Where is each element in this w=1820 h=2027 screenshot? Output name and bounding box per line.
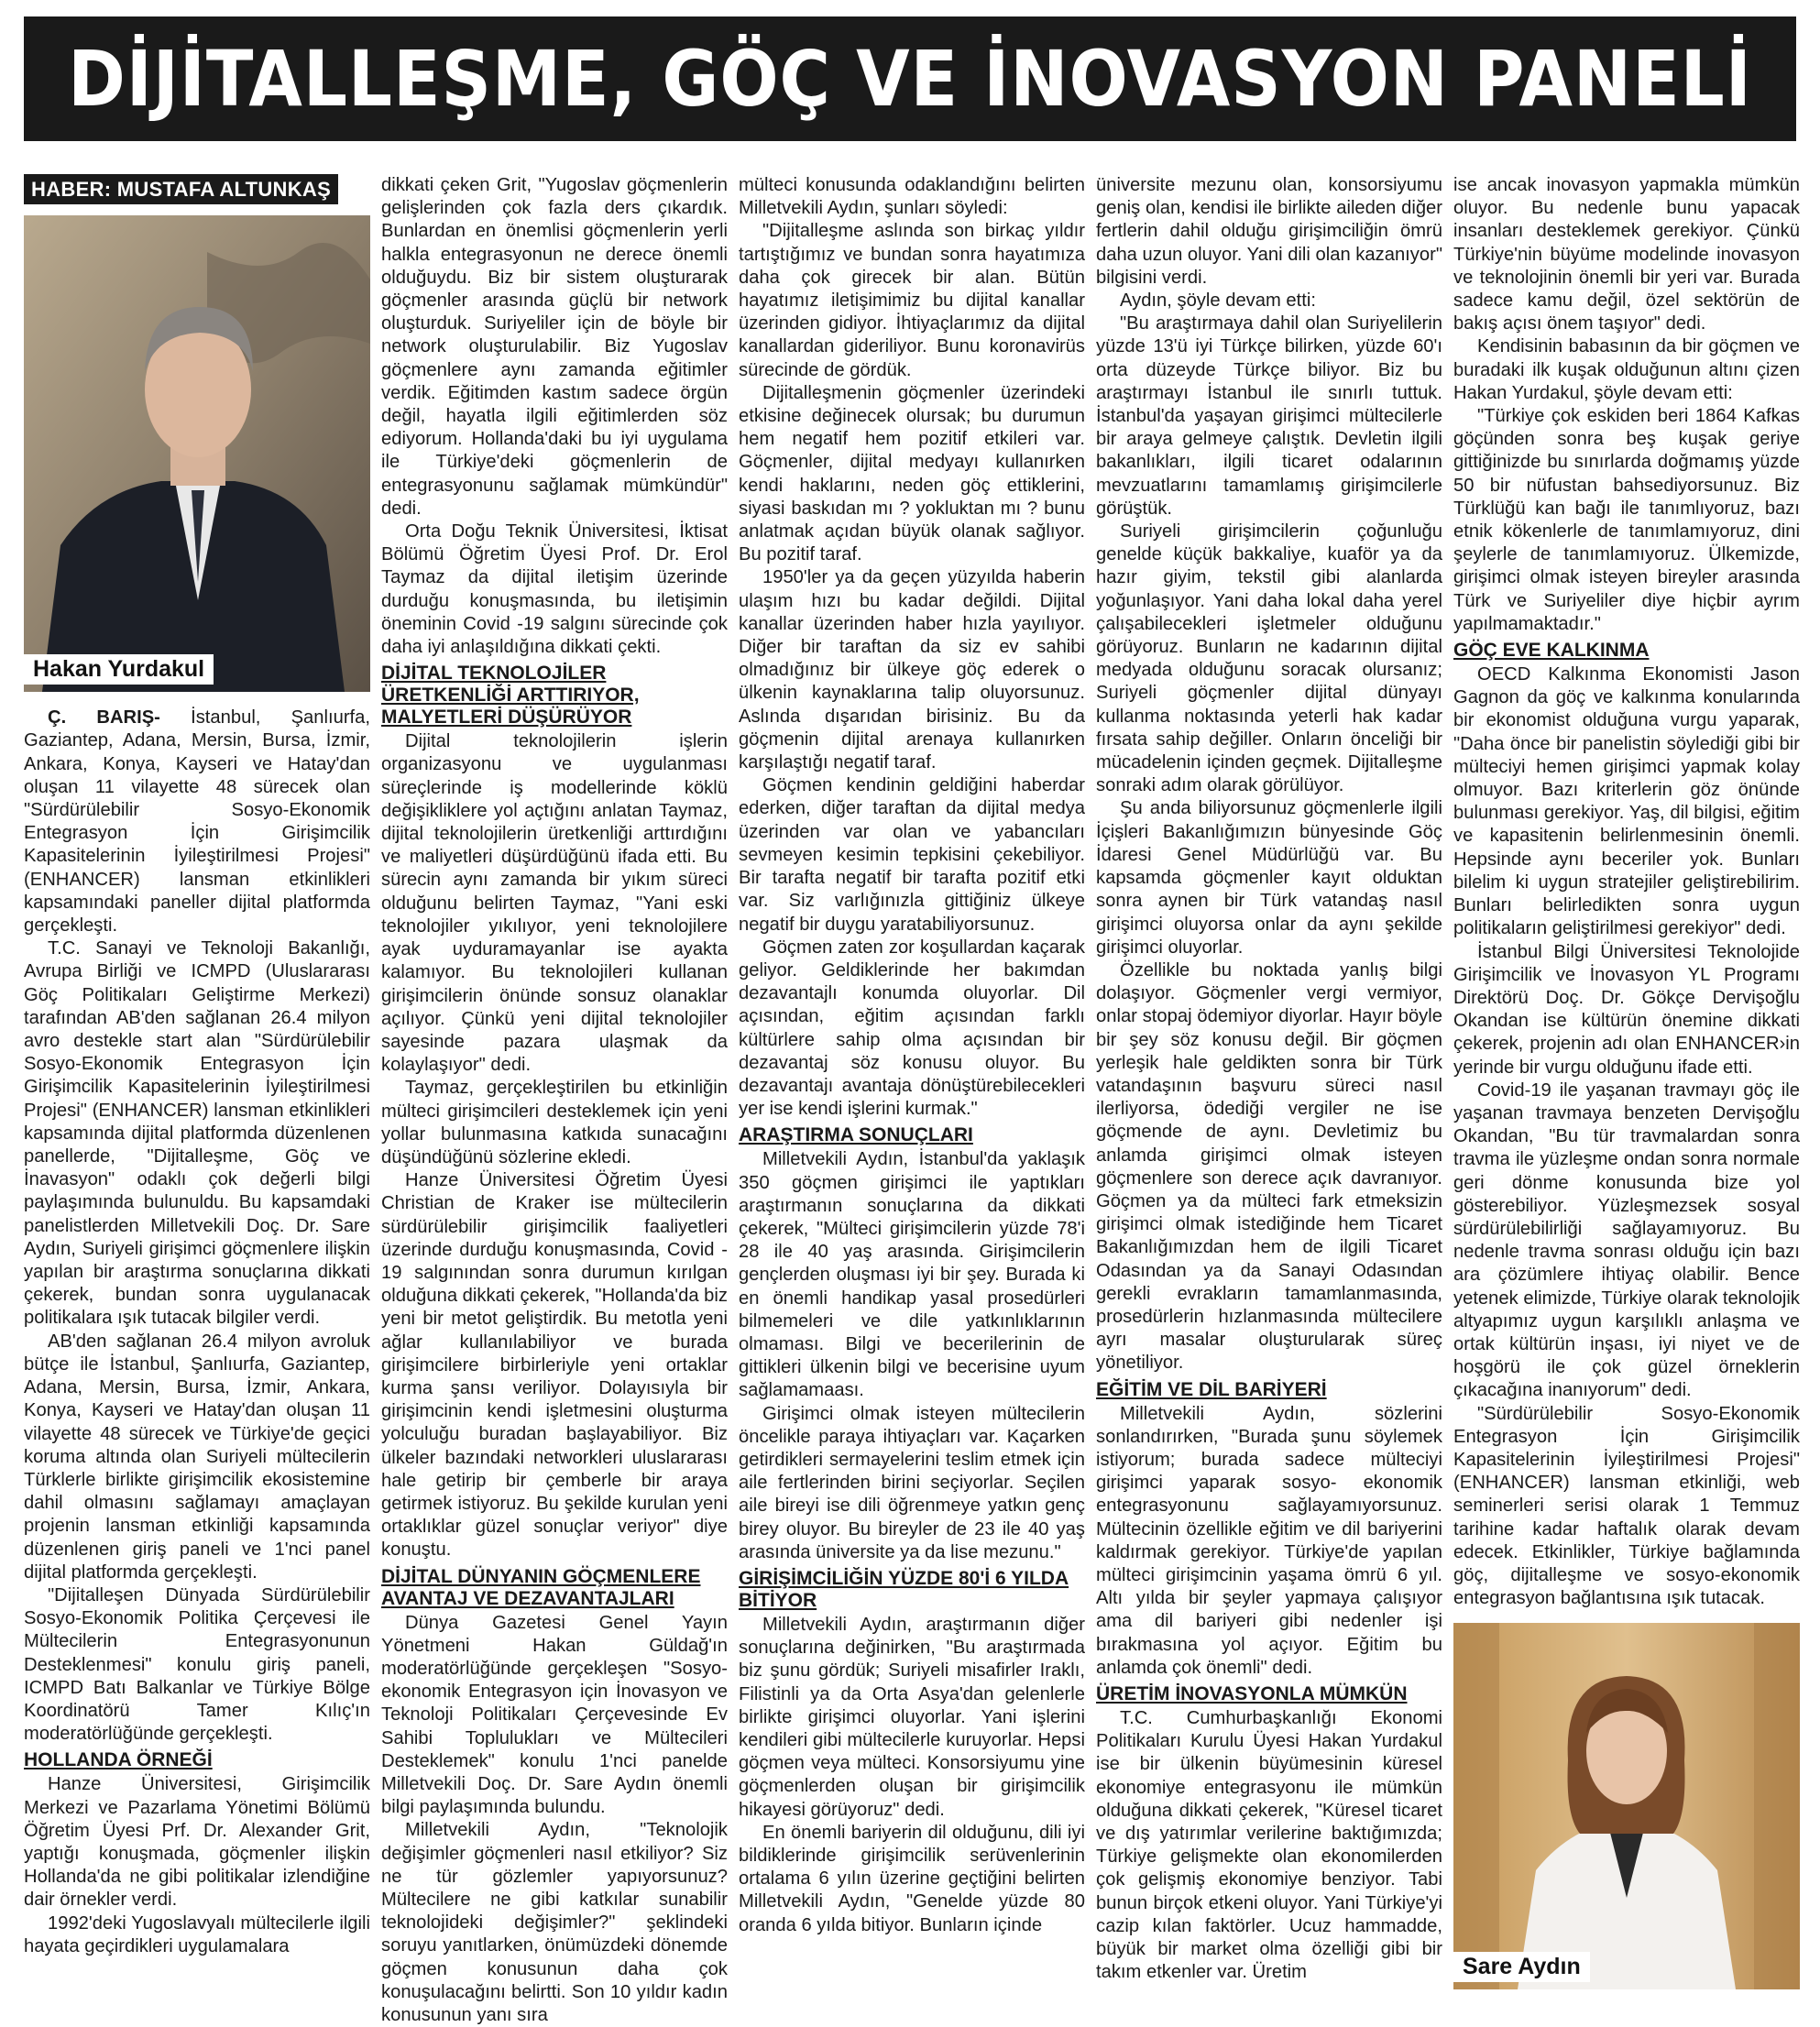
col2-paragraph-1: dikkati çeken Grit, "Yugoslav göçmenlerin gelişlerinden çok fazla ders çıkardık. Bunlardan en önemlisi göçmenlerin yerli halkla entegrasyonun ne derece önemli olduğuydu. Biz bir sistem oluşturarak göçmenler arasında güçlü bir network oluşturduk. Suriyeliler için de böyle bir network oluşturulabilir. Biz Yugoslav göçmenlere aynı zamanda eğitimler verdik. Eğitimden kastım sadece örgün değil, hayatla ilgili eğitimlerden söz ediyorum. Hollanda'daki bu iyi uygulama ile Türkiye'deki göçmenlerin de entegrasyonunu sağlamak mümkündür" dedi. bbox=[381, 175, 728, 519]
col1-paragraph-2: T.C. Sanayi ve Teknoloji Bakanlığı, Avrupa Birliği ve ICMPD (Uluslararası Göç Politikaları Geliştirme Merkezi) tarafından AB'den sağlanan 26.4 milyon avro destekle start alan "Sürdürülebilir Sosyo-Ekonomik Entegrasyon İçin Girişimcilik Kapasitelerinin İyileştirilmesi Projesi" (ENHANCER) lansman etkinlikleri kapsamında dijital platformda düzenlenen panellerde, "Dijitalleşme, Göç ve İnavasyon" odaklı çok değerli bilgi paylaşımında bulunuldu. Bu kapsamdaki panelistlerden Milletvekili Doç. Dr. Sare Aydın, Suriyeli girişimci göçmenlere ilişkin yapılan bir araştırma sonuçlarına dikkati çekerek, bundan sonra uygulanacak politikalara ışık tutacak bilgiler verdi. bbox=[24, 938, 370, 1329]
column-4 bbox=[1096, 174, 1442, 1984]
byline: HABER: MUSTAFA ALTUNKAŞ bbox=[24, 174, 338, 204]
col5-paragraph-7: "Sürdürülebilir Sosyo-Ekonomik Entegrasyon İçin Girişimcilik Kapasitelerinin İyileştirilmesi Projesi" (ENHANCER) lansman etkinliği, web seminerleri serisi olarak 1 Temmuz tarihine kadar haftalık olarak devam edecek. Etkinlikler, Türkiye bağlamında göç, dijitalleşme ve sosyo-ekonomik entegrasyon bağlantısına ışık tutacak. bbox=[1453, 1403, 1800, 1609]
subheading-dijital-dunyanin: DİJİTAL DÜNYANIN GÖÇMENLERE AVANTAJ VE DEZAVANTAJLARI bbox=[381, 1565, 701, 1609]
col4-paragraph-8: T.C. Cumhurbaşkanlığı Ekonomi Politikaları Kurulu Üyesi Hakan Yurdakul ise bir ülkenin büyümesinin küresel ekonomiye entegrasyonu ile mümkün olduğuna dikkati çekerek, "Küresel ticaret ve dış yatırımlar verilerine baktığımızda; Türkiye gelişmekte olan ekonomilerden çok gelişmiş ekonomiye benziyor. Tabi bunun birçok etkeni oluyor. Yani Türkiye'yi cazip kılan faktörler. Ucuz hammadde, büyük bir market olma özelliği gibi bir takım etkenler var. Üretim bbox=[1096, 1708, 1442, 1983]
photo-hakan-yurdakul bbox=[24, 215, 370, 692]
subheading-arastirma: ARAŞTIRMA SONUÇLARI bbox=[739, 1124, 973, 1146]
col3-paragraph-8: Girişimci olmak isteyen mültecilerin öncelikle paraya ihtiyaçları var. Kaçarken getirdikleri sermayelerini teslim etmek için aile fertlerinden birini seçiyorlar. Seçilen aile bireyi ise dili öğrenmeye yatkın genç birey oluyor. Bu bireyler de 23 ile 40 yaş arasında üniversite ya da lise mezunu." bbox=[739, 1403, 1085, 1562]
col1-paragraph-1: İstanbul, Şanlıurfa, Gaziantep, Adana, Mersin, Bursa, İzmir, Ankara, Konya, Kayseri ve Hatay'dan oluşan 11 vilayette 48 sürecek olan "Sürdürülebilir Sosyo-Ekonomik Entegrasyon İçin Girişimcilik Kapasitelerinin İyileştirilmesi Projesi" (ENHANCER) lansman etkinlikleri kapsamındaki paneller dijital platformda gerçekleşti. bbox=[24, 707, 370, 937]
col3-paragraph-2: "Dijitalleşme aslında son birkaç yıldır tartıştığımız ve bundan sonra hayatımıza daha çok girecek bir alan. Bütün hayatımız iletişimimiz bu dijital kanallar üzerinden gidiyor. İhtiyaçlarımız da dijital kanallardan gideriliyor. Bunu koronavirüs sürecinde de gördük. bbox=[739, 221, 1085, 380]
photo-caption-sare-aydin: Sare Aydın bbox=[1453, 1952, 1590, 1982]
col2-paragraph-4: Taymaz, gerçekleştirilen bu etkinliğin mülteci girişimcileri desteklemek için yeni yollar bulunmasına katkıda sunacağını düşündüğünü sözlerine ekledi. bbox=[381, 1078, 728, 1167]
col1-paragraph-6: 1992'deki Yugoslavyalı mültecilerle ilgili hayata geçirdikleri uygulamalara bbox=[24, 1912, 370, 1956]
col2-paragraph-5: Hanze Üniversitesi Öğretim Üyesi Christian de Kraker ise mültecilerin sürdürülebilir girişimcilik faaliyetleri üzerinde durduğu konuşmasında, Covid - 19 salgınından sonra durumun kırılgan olduğuna dikkati çekerek, "Hollanda'da biz yeni bir metot geliştirdik. Bu metotla yeni ağlar kullanılabiliyor ve burada girişimcilere birbirleriyle yeni ortaklar kurma şansı veriliyor. Dolayısıyla bir girişimcinin kendi işletmesini oluşturma yolculuğu buradan başlayabiliyor. Biz ülkeler bazındaki networkleri uluslararası hale getirip bir çemberle bir araya getirmek istiyoruz. Bu şekilde kurulan yeni ortaklıklar güzel sonuçlar veriyor" diye konuştu. bbox=[381, 1170, 728, 1561]
column-3 bbox=[739, 174, 1085, 1937]
subheading-girisimcilik: GİRİŞİMCİLİĞİN YÜZDE 80'İ 6 YILDA BİTİYOR bbox=[739, 1567, 1069, 1611]
headline-banner bbox=[24, 16, 1796, 141]
col4-paragraph-6: Özellikle bu noktada yanlış bilgi dolaşıyor. Göçmenler vergi vermiyor, onlar stopaj ödemiyor diyorlar. Hayır böyle bir şey söz konusu değil. Bir göçmen yerleşik hale geldikten sonra bir Türk vatandaşının başvuru süreci nasıl ilerliyorsa, ödediği vergiler ne ise göçmende de aynı. Devletimiz bu anlamda girişimci olmak isteyen göçmenlere son derece açık davranıyor. Göçmen ya da mülteci fark etmeksizin girişimci olmak istediğinde hem Ticaret Bakanlığımızdan hem de ilgili Ticaret Odasından ya da Sanayi Odasından gerekli evrakların tamamlanmasında, prosedürlerin hızlanmasında mültecilere ayrı masalar oluşturularak süreç yönetiliyor. bbox=[1096, 959, 1442, 1374]
col3-paragraph-3: Dijitalleşmenin göçmenler üzerindeki etkisine değinecek olursak; bu durumun hem negatif hem pozitif etkileri var. Göçmenler, dijital medyayı kullanırken kendi haklarını, neden göç ettiklerini, siyasi baskıdan mı ? yokluktan mı ? bunu anlatmak açıdan büyük olanak sağlıyor. Bu pozitif taraf. bbox=[739, 382, 1085, 565]
headline: DİJİTALLEŞME, GÖÇ VE İNOVASYON PANELİ bbox=[68, 34, 1752, 124]
col5-paragraph-2: Kendisinin babasının da bir göçmen ve buradaki ilk kuşak olduğunun altını çizen Hakan Yurdakul, şöyle devam etti: bbox=[1453, 336, 1800, 403]
col2-paragraph-7: Milletvekili Aydın, "Teknolojik değişimler göçmenleri nasıl etkiliyor? Siz ne tür gözlemler yapıyorsunuz? Mültecilere ne gibi katkılar sunabilir teknolojideki değişimler?" şeklindeki soruyu yanıtlarken, önümüzdeki dönemde göçmen konusunun daha çok konuşulacağını belirtti. Son 10 yıldır kadın konusunun yanı sıra bbox=[381, 1820, 728, 2026]
col5-paragraph-6: Covid-19 ile yaşanan travmayı göç ile yaşanan travmaya benzeten Dervişoğlu Okandan, "Bu tür travmalardan sonra travma ile yüzleşme ondan sonra normale geri dönme konusunda bize yol gösterebiliyor. Yüzleşmezsek sosyal sürdürülebilirliği sağlayamıyoruz. Bu nedenle travma sonrası olduğu için bazı ara çözümlere ihtiyaç olabilir. Bence yetenek elimizde, Türkiye olarak teknolojik altyapımız uygun karşılıklı anlaşma ve ortak kültürün inşası, iyi niyet ve de hoşgörü ile çok güzel örneklerin çıkacağına inanıyorum" dedi. bbox=[1453, 1079, 1800, 1401]
col4-paragraph-7: Milletvekili Aydın, sözlerini sonlandırırken, "Burada şunu söylemek istiyorum; burada sadece mülteciyi girişimci yaparak sosyo- ekonomik entegrasyonunu sağlayamıyorsunuz. Mültecinin özellikle eğitim ve dil bariyerini kaldırmak gerekiyor. Türkiye'de yapılan mülteci girişimcinin yaşama ömrü 6 yıl. Altı yılda bir şeyler yapmaya çalışıyor ama dil bariyeri gibi nedenler işi bırakmasına yol açıyor. Eğitim bu anlamda çok önemli" dedi. bbox=[1096, 1403, 1442, 1678]
col4-paragraph-2: Aydın, şöyle devam etti: bbox=[1120, 290, 1316, 312]
column-5 bbox=[1453, 174, 1800, 2004]
col4-paragraph-1: üniversite mezunu olan, konsorsiyumu geniş olan, kendisi ile birlikte aileden diğer fertlerin dahil olduğu girişimciliğin ömrü daha uzun oluyor. Yani dili olan kazanıyor" bilgisini verdi. bbox=[1096, 175, 1442, 288]
col1-paragraph-5: Hanze Üniversitesi, Girişimcilik Merkezi ve Pazarlama Yönetimi Bölümü Öğretim Üyesi Prf. Dr. Alexander Grit, yaptığı konuşmada, göçmenler ilişkin Hollanda'da ne gibi politikalar izlendiğine dair örnekler verdi. bbox=[24, 1774, 370, 1911]
col2-paragraph-2: Orta Doğu Teknik Üniversitesi, İktisat Bölümü Öğretim Üyesi Prof. Dr. Erol Taymaz da dijital iletişim üzerinde durduğu konuşmasında, bu iletişimin öneminin Covid -19 salgını sürecinde çok daha iyi anlaşıldığına dikkati çekti. bbox=[381, 521, 728, 658]
col3-paragraph-1: mülteci konusunda odaklandığını belirten Milletvekili Aydın, şunları söyledi: bbox=[739, 175, 1085, 219]
column-1 bbox=[24, 174, 370, 1958]
col2-paragraph-3: Dijital teknolojilerin işlerin organizasyonu ve uygulanması süreçlerinde iş modellerinde köklü değişikliklere yol açtığını anlatan Taymaz, dijital teknolojilerin üretkenliği arttırdığını ve maliyetleri düşürdüğünü ifada etti. Bu sürecin aynı zamanda bir yıkım süreci olduğunu belirten Taymaz, "Yani eski teknolojiler yıkılıyor, yeni teknolojilere ayak uyduramayanlar ise ayakta kalamıyor. Bu teknolojileri kullanan girişimcilerin önünde sonsuz olanaklar açılıyor. Çünkü yeni dijital teknolojiler sayesinde pazara ulaşmak da kolaylaşıyor" dedi. bbox=[381, 731, 728, 1076]
col3-paragraph-7: Milletvekili Aydın, İstanbul'da yaklaşık 350 göçmen girişimci ile yaptıkları araştırmanın sonuçlarına da dikkati çekerek, "Mülteci girişimcilerin yüzde 78'i 28 ile 40 yaş arasında. Girişimcilerin gençlerden oluşması iyi bir şey. Burada ki en önemli handikap yasal prosedürleri bilmemeleri ve dile yatkınlıklarının olmaması. Bilgi ve becerilerinin de gittikleri ülkenin bilgi ve becerisine uyum sağlamamaası. bbox=[739, 1149, 1085, 1401]
portrait-woman-image bbox=[1453, 1623, 1800, 1989]
col3-paragraph-5: Göçmen kendinin geldiğini haberdar ederken, diğer taraftan da dijital medya üzerinden var olan ve yabancıları sevmeyen kesimin tepkisini çekebiliyor. Bir tarafta negatif bir tarafta pozitif etki var. Siz varlığınızla gittiğiniz ülkeye negatif bir duygu yaratabiliyorsunuz. bbox=[739, 775, 1085, 935]
column-2 bbox=[381, 174, 728, 2027]
col4-paragraph-4: Suriyeli girişimcilerin çoğunluğu genelde küçük bakkaliye, kuaför ya da hazır giyim, tekstil gibi alanlarda yoğunlaşıyor. Yani daha lokal daha yerel çalışabilecekleri işletmeler olduğunu görüyoruz. Bunların ne kadarının dijital medyada olduğunu soracak olursanız; Suriyeli göçmenler dijital dünyayı kullanma noktasında yeterli hak kadar fırsata sahip değiller. Onların önceliği bir mücadelenin içinden geçmek. Dijitalleşme sonraki adım olarak görülüyor. bbox=[1096, 521, 1442, 796]
portrait-man-image bbox=[24, 215, 370, 692]
subheading-dijital-teknolojiler: DİJİTAL TEKNOLOJİLER ÜRETKENLİĞİ ARTTIRIYOR, MALYETLERİ DÜŞÜRÜYOR bbox=[381, 663, 640, 729]
col3-paragraph-10: En önemli bariyerin dil olduğunu, dili iyi bildiklerinde girişimcilik serüvenlerinin ortalama 6 yılın üzerine geçtiğini belirten Milletvekili Aydın, "Genelde yüzde 80 oranda 6 yılda bitiyor. Bunların içinde bbox=[739, 1822, 1085, 1935]
subheading-goc-eve-kalkinma: GÖÇ EVE KALKINMA bbox=[1453, 640, 1650, 662]
col5-paragraph-1: ise ancak inovasyon yapmakla mümkün oluyor. Bu nedenle bunu yapacak insanları desteklemek gerekiyor. Çünkü Türkiye'nin büyüme modelinde inovasyon ve teknolojinin önemli bir yeri var. Burada sadece kamu değil, özel sektörün de bakış açısı önem taşıyor" dedi. bbox=[1453, 175, 1800, 334]
col5-paragraph-3: "Türkiye çok eskiden beri 1864 Kafkas göçünden sonra beş kuşak geriye gittiğinizde bu sınırlarda doğmamış yüzde 50 bir nüfustan bahsediyorsunuz. Biz Türklüğü kan bağı ile tanımlıyoruz, bazı etnik kökenlerle de tanımlamıyoruz, dini şeylerle de tanımlamıyoruz. Ülkemizde, girişimci olmak isteyen bireyler arasında Türk ve Suriyeliler diye hiçbir ayrım yapılmamaktadır." bbox=[1453, 406, 1800, 634]
col2-paragraph-6: Dünya Gazetesi Genel Yayın Yönetmeni Hakan Güldağ'ın moderatörlüğünde gerçekleşen "Sosyo-ekonomik Entegrasyon için İnovasyon ve Teknoloji Politikaları Çerçevesinde Ev Sahibi Toplulukları ve Mültecileri Desteklemek" konulu 1'nci panelde Milletvekili Doç. Dr. Sare Aydın önemli bilgi paylaşımında bulundu. bbox=[381, 1612, 728, 1818]
subheading-uretim: ÜRETİM İNOVASYONLA MÜMKÜN bbox=[1096, 1683, 1408, 1704]
col4-paragraph-5: Şu anda biliyorsunuz göçmenlerle ilgili İçişleri Bakanlığımızın bünyesinde Göç İdaresi Genel Müdürlüğü var. Bu kapsamda göçmenler kayıt olduktan sonra aynen bir Türk vatandaş nasıl girişimci oluyorsa onlar da aynı şekilde girişimci oluyorlar. bbox=[1096, 798, 1442, 958]
photo-sare-aydin bbox=[1453, 1623, 1800, 1989]
lead-tag: Ç. BARIŞ- bbox=[48, 707, 160, 729]
subheading-egitim: EĞİTİM VE DİL BARİYERİ bbox=[1096, 1378, 1327, 1400]
col5-paragraph-5: İstanbul Bilgi Üniversitesi Teknolojide Girişimcilik ve İnovasyon YL Programı Direktörü Doç. Dr. Gökçe Dervişoğlu Okandan ise kültürün önemine dikkati çekerek, projenin adı olan ENHANCER›in yerinde bir vurgu olduğunu ifade etti. bbox=[1453, 941, 1800, 1078]
col4-paragraph-3: "Bu araştırmaya dahil olan Suriyelilerin yüzde 13'ü iyi Türkçe bilirken, yüzde 60'ı orta düzeyde Türkçe biliyor. Biz bu araştırmayı İstanbul ile sınırlı tuttuk. İstanbul'da yaşayan girişimci mültecilerle bir araya gelmeye çalıştık. Devletin ilgili bakanlıkları, ilgili ticaret odalarının mevzuatlarını tamamlamış girişimcilerle görüştük. bbox=[1096, 313, 1442, 519]
col1-paragraph-3: AB'den sağlanan 26.4 milyon avroluk bütçe ile İstanbul, Şanlıurfa, Gaziantep, Adana, Mersin, Bursa, İzmir, Ankara, Konya, Kayseri ve Hatay'dan oluşan 11 vilayette 48 sürecek ve Türkiye'de geçici koruma altında olan Suriyeli mültecilerin Türklerle birlikte girişimcilik ekosistemine dahil olmasını sağlamayı amaçlayan projenin lansman etkinliği kapsamında düzenlenen giriş paneli ve 1'nci panel dijital platformda gerçekleşti. bbox=[24, 1331, 370, 1583]
subheading-hollanda: HOLLANDA ÖRNEĞİ bbox=[24, 1749, 213, 1771]
col3-paragraph-9: Milletvekili Aydın, araştırmanın diğer sonuçlarına değinirken, "Bu araştırmada biz şunu gördük; Suriyeli misafirler Iraklı, Filistinli ya da Orta Asya'dan gelenlerle birlikte girişimci oluyorlar. Yani işlerini kendileri gibi mültecilerle kuruyorlar. Hepsi göçmen veya mülteci. Konsorsiyumu yine göçmenlerden oluşan bir girişimcilik hikayesi görüyoruz" dedi. bbox=[739, 1614, 1085, 1820]
col3-paragraph-6: Göçmen zaten zor koşullardan kaçarak geliyor. Geldiklerinde her bakımdan dezavantajlı konumda oluyorlar. Dil açısından, eğitim açısından farklı kültürlere sahip olma açısından bir dezavantaj söz konusu oluyor. Bu dezavantajı avantaja dönüştürebilecekleri yer ise kendi işlerini kurmak." bbox=[739, 937, 1085, 1120]
col3-paragraph-4: 1950'ler ya da geçen yüzyılda haberin ulaşım hızı bu kadar değildi. Dijital kanallar üzerinden haber hızla yayılıyor. Diğer bir taraftan da siz ev sahibi olmadığınız bir ülkeye göç ederek o ülkenin kaynaklarına talip oluyorsunuz. Aslında dışarıdan birisiniz. Bu da göçmenin dijital arenaya kullanırken karşılaştığı negatif taraf. bbox=[739, 567, 1085, 773]
col5-paragraph-4: OECD Kalkınma Ekonomisti Jason Gagnon da göç ve kalkınma konularında bir ekonomist olduğuna vurgu yaparak, "Daha önce bir panelistin söylediği gibi bir mülteciyi hemen girişimci yapmak kolay olmuyor. Bazı kriterlerin göz önünde bulunması gerekiyor. Yaş, dil bilgisi, eğitim ve kapasitenin belirlenmesinin önemli. Hepsinde aynı beceriler yok. Bunları bilelim ki uygun stratejiler geliştirebilirim. Bunları belirledikten sonra uygun politikaların geliştirilmesi gerekiyor" dedi. bbox=[1453, 664, 1800, 939]
photo-caption-hakan-yurdakul: Hakan Yurdakul bbox=[24, 654, 214, 685]
col1-paragraph-4: "Dijitalleşen Dünyada Sürdürülebilir Sosyo-Ekonomik Politika Çerçevesi ile Mültecilerin Entegrasyonunun Desteklenmesi" konulu giriş paneli, ICMPD Batı Balkanlar ve Türkiye Bölge Koordinatörü Tamer Kılıç'ın moderatörlüğünde gerçekleşti. bbox=[24, 1584, 370, 1745]
